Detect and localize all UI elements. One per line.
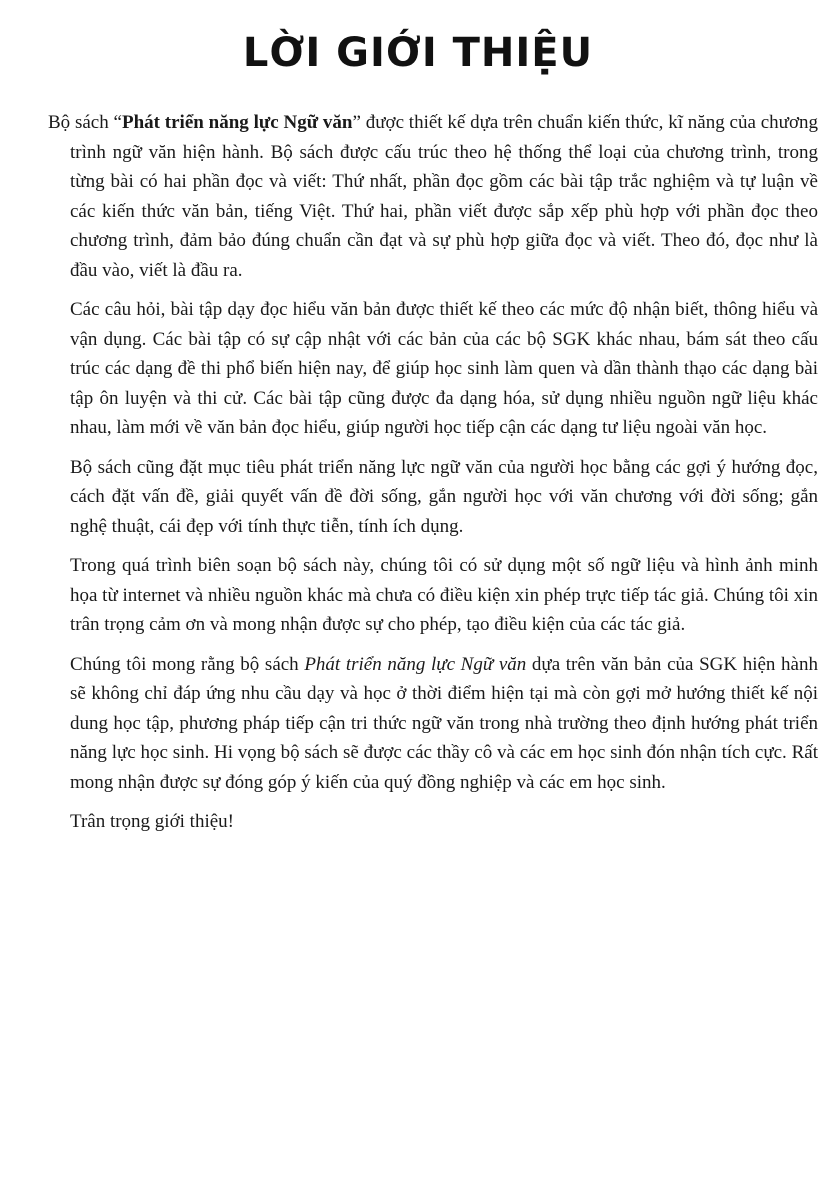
paragraph-1-intro: Bộ sách “ xyxy=(48,112,122,133)
paragraph-5-intro: Chúng tôi mong rằng bộ sách xyxy=(70,653,305,675)
document-body xyxy=(48,108,818,847)
paragraph-2: Các câu hỏi, bài tập dạy đọc hiểu văn bản được thiết kế theo các mức độ nhận biết, thông hiểu và vận dụng. Các bài tập có sự cập nhật với các bản của các bộ SGK khác nhau, bám sát theo cấu trúc các dạng đề thi phổ biến hiện nay, để giúp học sinh làm quen và dần thành thạo các dạng bài tập ôn luyện và thi cử. Các bài tập cũng được đa dạng hóa, sử dụng nhiều nguồn ngữ liệu khác nhau, làm mới về văn bản đọc hiểu, giúp người học tiếp cận các dạng tư liệu ngoài văn học. xyxy=(70,299,818,438)
book-title-italic: Phát triển năng lực Ngữ văn xyxy=(304,653,527,675)
paragraph-3: Bộ sách cũng đặt mục tiêu phát triển năng lực ngữ văn của người học bằng các gợi ý hướng đọc, cách đặt vấn đề, giải quyết vấn đề đời sống, gắn người học với văn chương với đời sống; gắn nghệ thuật, cái đẹp với tính thực tiễn, tính ích dụng. xyxy=(70,456,818,537)
paragraph-5 xyxy=(70,650,818,798)
page-title: LỜI GIỚI THIỆU xyxy=(242,30,594,76)
paragraph-5-rest: dựa trên văn bản của SGK hiện hành sẽ không chỉ đáp ứng nhu cầu dạy và học ở thời điểm hiện tại mà còn gợi mở hướng thiết kế nội dung học tập, phương pháp tiếp cận tri thức ngữ văn trong nhà trường theo định hướng phát triển năng lực học sinh. Hi vọng bộ sách sẽ được các thầy cô và các em học sinh đón nhận tích cực. Rất mong nhận được sự đóng góp ý kiến của quý đồng nghiệp và các em học sinh. xyxy=(70,653,818,793)
paragraph-1 xyxy=(48,108,818,285)
paragraph-1-rest: ” được thiết kế dựa trên chuẩn kiến thức, kĩ năng của chương trình ngữ văn hiện hành. Bộ sách được cấu trúc theo hệ thống thể loại của chương trình, trong từng bài có hai phần đọc và viết: Thứ nhất, phần đọc gồm các bài tập trắc nghiệm và tự luận về các kiến thức văn bản, tiếng Việt. Thứ hai, phần viết được sắp xếp phù hợp với phần đọc theo chương trình, đảm bảo đúng chuẩn cần đạt và sự phù hợp giữa đọc và viết. Theo đó, đọc như là đầu vào, viết là đầu ra. xyxy=(70,112,818,281)
closing-line: Trân trọng giới thiệu! xyxy=(70,811,234,832)
book-title-bold: Phát triển năng lực Ngữ văn xyxy=(121,112,353,133)
paragraph-4: Trong quá trình biên soạn bộ sách này, chúng tôi có sử dụng một số ngữ liệu và hình ảnh minh họa từ internet và nhiều nguồn khác mà chưa có điều kiện xin phép trực tiếp tác giả. Chúng tôi xin trân trọng cảm ơn và mong nhận được sự cho phép, tạo điều kiện của các tác giả. xyxy=(70,555,818,635)
